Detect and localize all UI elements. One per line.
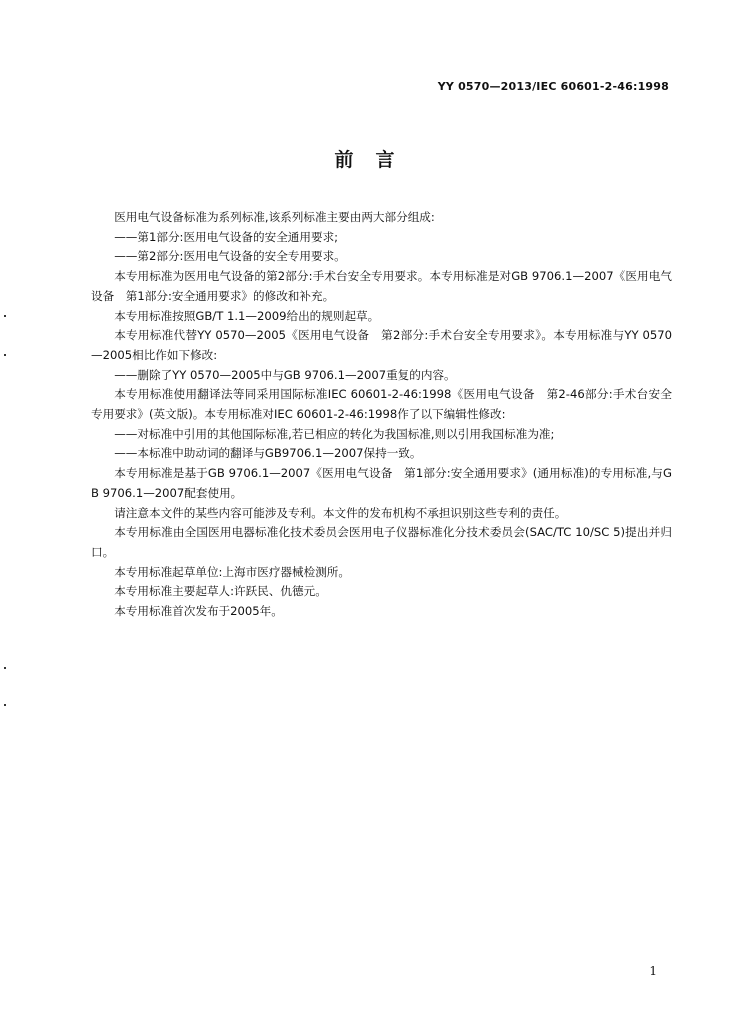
paragraph-change-item: ——删除了YY 0570—2005中与GB 9706.1—2007重复的内容。 <box>114 367 456 382</box>
paragraph-drafting-unit: 本专用标准起草单位:上海市医疗器械检测所。 <box>114 564 350 579</box>
margin-mark <box>4 315 6 317</box>
paragraph-part-2: ——第2部分:医用电气设备的安全专用要求。 <box>114 249 346 264</box>
paragraph-series-intro: 医用电气设备标准为系列标准,该系列标准主要由两大部分组成: <box>114 210 435 224</box>
paragraph-edit-item-2: ——本标准中助动词的翻译与GB9706.1—2007保持一致。 <box>114 446 422 461</box>
margin-mark <box>4 354 6 356</box>
paragraph-drafting-rules: 本专用标准按照GB/T 1.1—2009给出的规则起草。 <box>114 308 380 323</box>
page-number: 1 <box>649 964 657 978</box>
paragraph-replaces: 本专用标准代替YY 0570—2005《医用电气设备 第2部分:手术台安全专用要求》。本专用标准与YY 0570—2005相比作如下修改: <box>91 328 672 362</box>
paragraph-edit-item-1: ——对标准中引用的其他国际标准,若已相应的转化为我国标准,则以引用我国标准为准; <box>114 426 555 441</box>
standard-number: YY 0570—2013/IEC 60601-2-46:1998 <box>437 80 669 93</box>
paragraph-proposed-by: 本专用标准由全国医用电器标准化技术委员会医用电子仪器标准化分技术委员会(SAC/TC 10/SC 5)提出并归口。 <box>91 525 672 559</box>
paragraph-scope: 本专用标准为医用电气设备的第2部分:手术台安全专用要求。本专用标准是对GB 9706.1—2007《医用电气设备 第1部分:安全通用要求》的修改和补充。 <box>91 269 672 303</box>
margin-mark <box>4 704 6 706</box>
page-title: 前言 <box>334 149 417 171</box>
paragraph-part-1: ——第1部分:医用电气设备的安全通用要求; <box>114 229 339 244</box>
paragraph-first-published: 本专用标准首次发布于2005年。 <box>114 604 283 619</box>
paragraph-based-on: 本专用标准是基于GB 9706.1—2007《医用电气设备 第1部分:安全通用要求》(通用标准)的专用标准,与GB 9706.1—2007配套使用。 <box>91 466 672 500</box>
margin-mark <box>4 667 6 669</box>
foreword-body <box>91 208 672 622</box>
paragraph-patent-notice: 请注意本文件的某些内容可能涉及专利。本文件的发布机构不承担识别这些专利的责任。 <box>114 505 567 520</box>
paragraph-adoption: 本专用标准使用翻译法等同采用国际标准IEC 60601-2-46:1998《医用电气设备 第2-46部分:手术台安全专用要求》(英文版)。本专用标准对IEC 60601-2-46:1998作了以下编辑性修改: <box>91 387 672 422</box>
paragraph-drafters: 本专用标准主要起草人:许跃民、仇德元。 <box>114 584 327 599</box>
